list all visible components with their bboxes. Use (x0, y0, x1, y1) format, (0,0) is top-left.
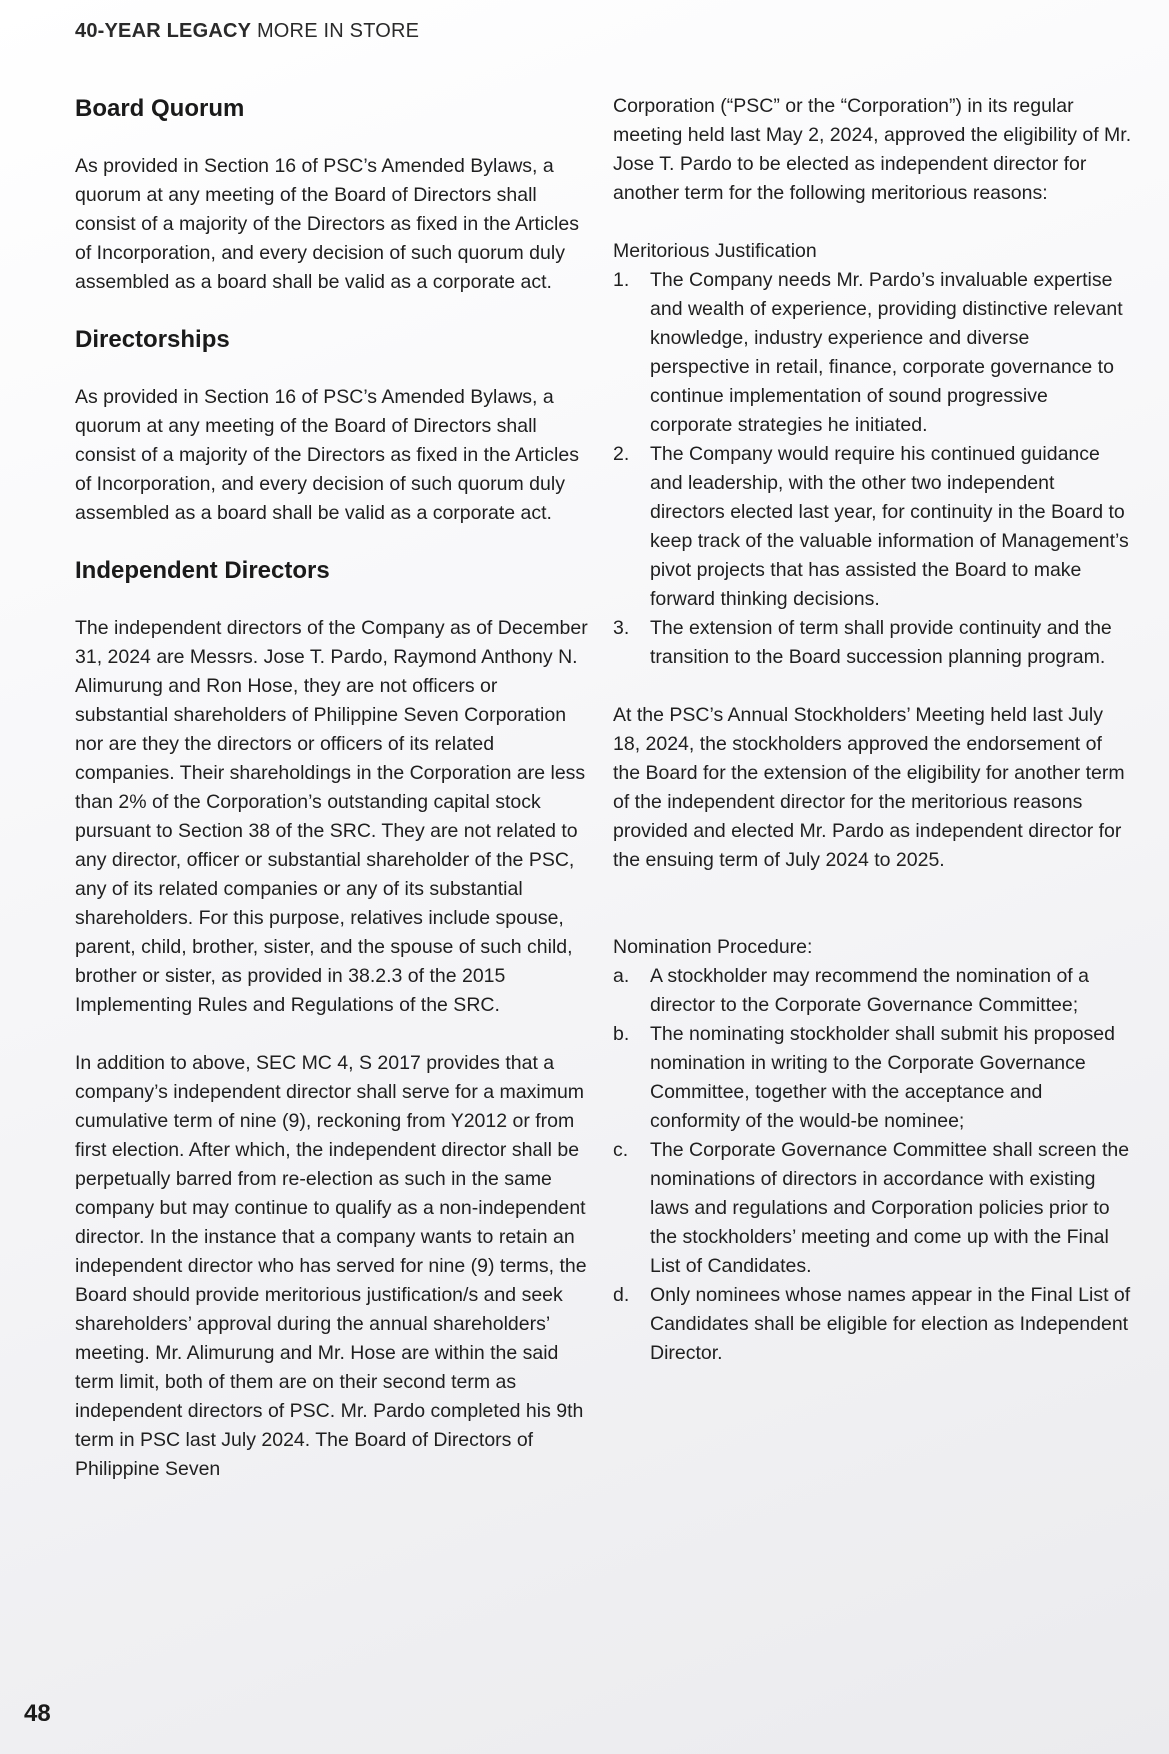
list-item (613, 614, 1133, 672)
right-column (613, 92, 1133, 1368)
nomination-heading: Nomination Procedure: (613, 936, 813, 958)
page-number: 48 (24, 1700, 51, 1727)
list-item (613, 962, 1133, 1020)
list-marker: b. (613, 1023, 630, 1045)
list-marker: 1. (613, 269, 630, 291)
running-header (75, 20, 419, 43)
independent-directors-paragraph-2: In addition to above, SEC MC 4, S 2017 provides that a company’s independent director shall serve for a maximum cumulative term of nine (9), reckoning from Y2012 or from first election. After which, the independent director shall be perpetually barred from re-election as such in the same company but may continue to qualify as a non-independent director. In the instance that a company wants to retain an independent director who has served for nine (9) terms, the Board should provide meritorious justification/s and seek shareholders’ approval during the annual shareholders’ meeting. Mr. Alimurung and Mr. Hose are within the said term limit, both of them are on their second term as independent directors of PSC. Mr. Pardo completed his 9th term in PSC last July 2024. The Board of Directors of Philippine Seven (75, 1052, 587, 1480)
list-item-text: The Company needs Mr. Pardo’s invaluable expertise and wealth of experience, providing distinctive relevant knowledge, industry experience and diverse perspective in retail, finance, corporate governance to continue implementation of sound progressive corporate strategies he initiated. (650, 269, 1123, 436)
list-marker: 2. (613, 443, 630, 465)
list-item-text: The nominating stockholder shall submit his proposed nomination in writing to the Corporate Governance Committee, together with the acceptance and conformity of the would-be nominee; (650, 1023, 1116, 1132)
list-marker: 3. (613, 617, 630, 639)
list-item-text: A stockholder may recommend the nomination of a director to the Corporate Governance Committee; (650, 965, 1089, 1016)
list-item (613, 1136, 1133, 1281)
list-marker: d. (613, 1284, 630, 1306)
list-item (613, 1281, 1133, 1368)
directorships-paragraph: As provided in Section 16 of PSC’s Amended Bylaws, a quorum at any meeting of the Board of Directors shall consist of a majority of the Directors as fixed in the Articles of Incorporation, and every decision of such quorum duly assembled as a board shall be valid as a corporate act. (75, 386, 579, 524)
list-item-text: The Company would require his continued guidance and leadership, with the other two independent directors elected last year, for continuity in the Board to keep track of the valuable information of Management’s pivot projects that has assisted the Board to make forward thinking decisions. (650, 443, 1129, 610)
board-quorum-heading: Board Quorum (75, 95, 245, 122)
continuation-paragraph: Corporation (“PSC” or the “Corporation”) in its regular meeting held last May 2, 2024, approved the eligibility of Mr. Jose T. Pardo to be elected as independent director for another term for the following meritorious reasons: (613, 95, 1132, 204)
list-item (613, 1020, 1133, 1136)
justification-heading: Meritorious Justification (613, 240, 817, 262)
independent-directors-heading: Independent Directors (75, 557, 330, 584)
header-text: MORE IN STORE (256, 20, 420, 42)
independent-directors-paragraph-1: The independent directors of the Company as of December 31, 2024 are Messrs. Jose T. Pardo, Raymond Anthony N. Alimurung and Ron Hose, they are not officers or substantial shareholders of Philippine Seven Corporation nor are they the directors or officers of its related companies. Their shareholdings in the Corporation are less than 2% of the Corporation’s outstanding capital stock pursuant to Section 38 of the SRC. They are not related to any director, officer or substantial shareholder of the PSC, any of its related companies or any of its substantial shareholders. For this purpose, relatives include spouse, parent, child, brother, sister, and the spouse of such child, brother or sister, as provided in 38.2.3 of the 2015 Implementing Rules and Regulations of the SRC. (75, 617, 588, 1016)
justification-list (613, 266, 1133, 672)
list-marker: a. (613, 965, 630, 987)
directorships-heading: Directorships (75, 326, 230, 353)
list-marker: c. (613, 1139, 629, 1161)
list-item-text: The Corporate Governance Committee shall screen the nominations of directors in accordance with existing laws and regulations and Corporation policies prior to the stockholders’ meeting and come up with the Final List of Candidates. (650, 1139, 1130, 1277)
header-bold-text: 40-YEAR LEGACY (75, 20, 252, 42)
stockholders-meeting-paragraph: At the PSC’s Annual Stockholders’ Meeting held last July 18, 2024, the stockholders approved the endorsement of the Board for the extension of the eligibility for another term of the independent director for the meritorious reasons provided and elected Mr. Pardo as independent director for the ensuing term of July 2024 to 2025. (613, 704, 1125, 871)
board-quorum-paragraph: As provided in Section 16 of PSC’s Amended Bylaws, a quorum at any meeting of the Board of Directors shall consist of a majority of the Directors as fixed in the Articles of Incorporation, and every decision of such quorum duly assembled as a board shall be valid as a corporate act. (75, 155, 579, 293)
list-item (613, 266, 1133, 440)
list-item (613, 440, 1133, 614)
nomination-list (613, 962, 1133, 1368)
left-column (75, 92, 595, 1484)
list-item-text: The extension of term shall provide continuity and the transition to the Board succession planning program. (650, 617, 1112, 668)
list-item-text: Only nominees whose names appear in the Final List of Candidates shall be eligible for election as Independent Director. (650, 1284, 1131, 1364)
